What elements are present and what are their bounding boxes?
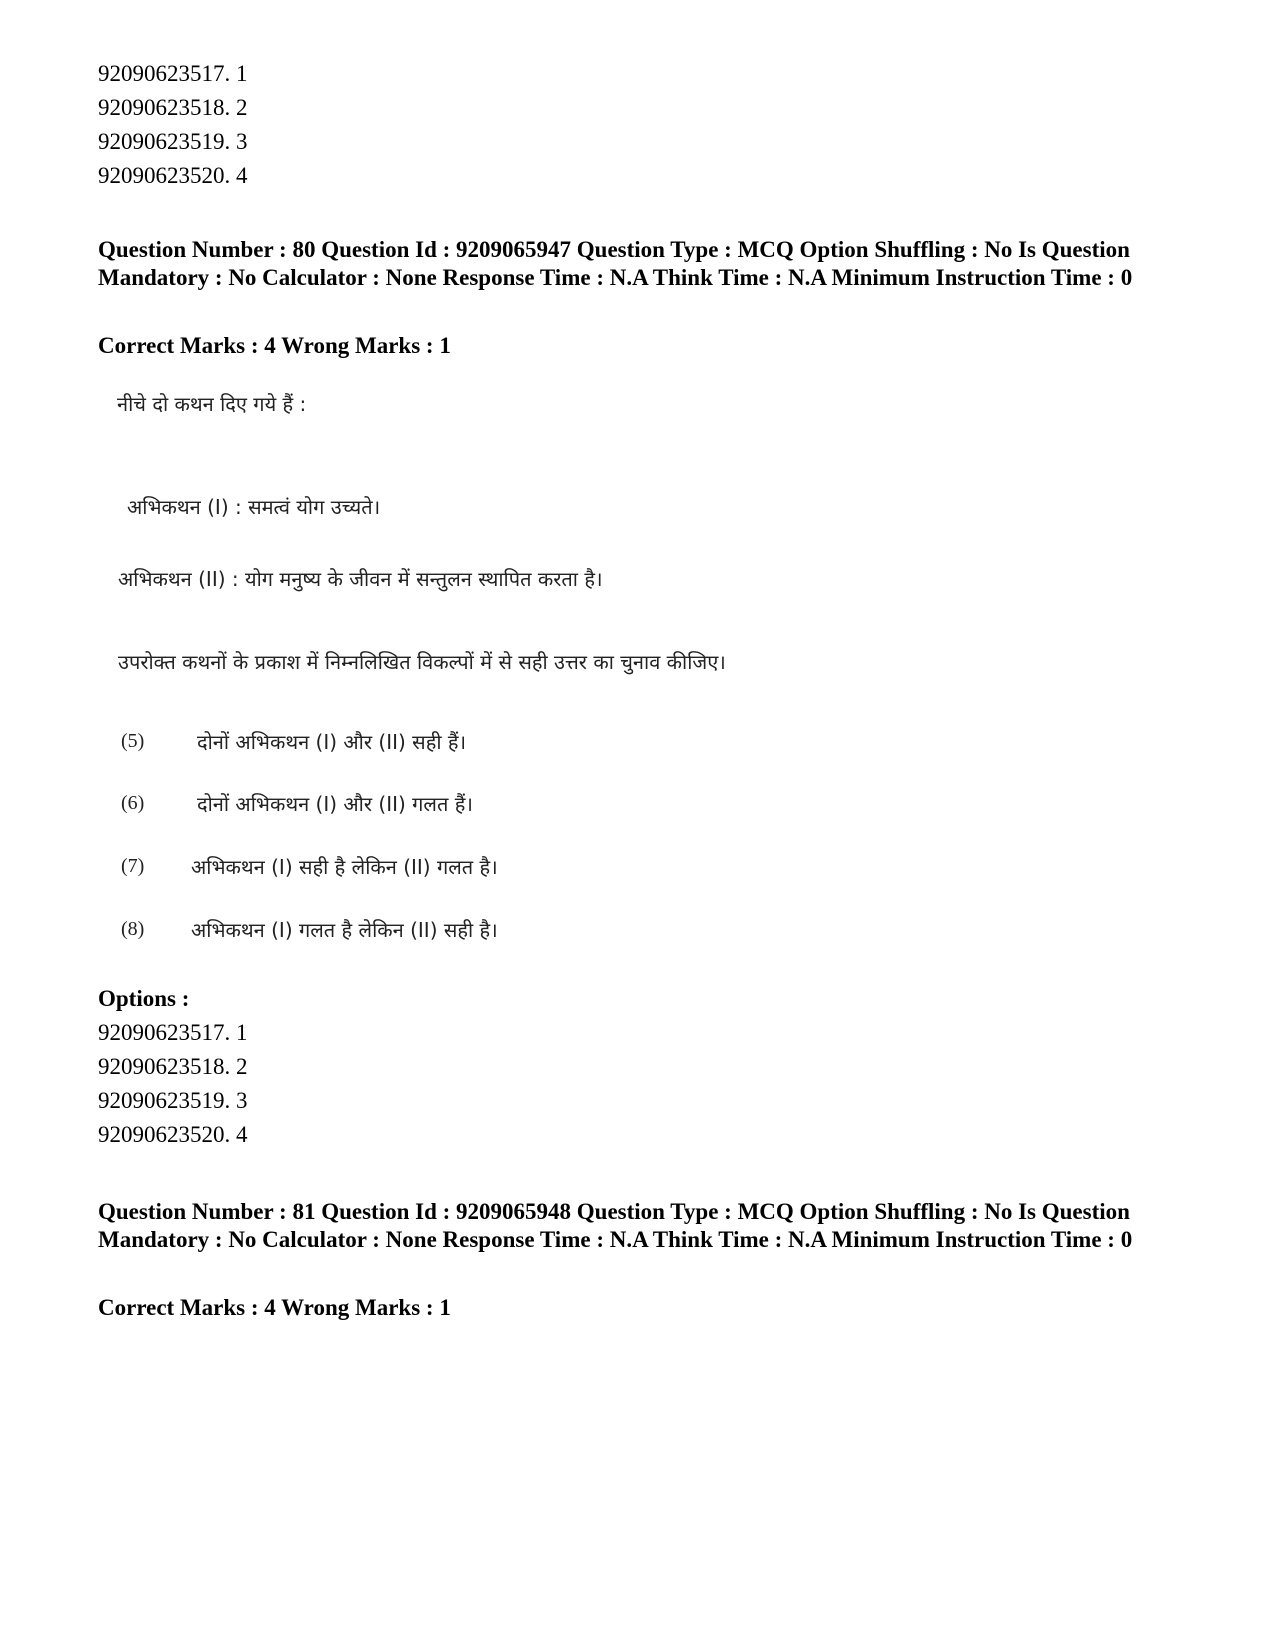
option-item: 92090623518. 2 [98,1054,248,1079]
question-81-meta: Question Number : 81 Question Id : 9209065948 Question Type : MCQ Option Shuffling : No Is Question Mandatory : No Calculator : None Response Time : N.A Think Time : N.A Minimum Instruction Time : 0 [98,1199,1133,1252]
option-item: 92090623520. 4 [98,163,248,188]
question-80-statement-1: अभिकथन (I) : समत्वं योग उच्यते। [127,495,381,519]
choice-number: (8) [121,918,145,940]
question-80-instruction: उपरोक्त कथनों के प्रकाश में निम्नलिखित विकल्पों में से सही उत्तर का चुनाव कीजिए। [118,650,726,674]
option-item: 92090623517. 1 [98,61,248,86]
option-item: 92090623519. 3 [98,129,248,154]
choice-text: दोनों अभिकथन (I) और (II) सही हैं। [197,730,467,754]
question-80-meta: Question Number : 80 Question Id : 9209065947 Question Type : MCQ Option Shuffling : No Is Question Mandatory : No Calculator : None Response Time : N.A Think Time : N.A Minimum Instruction Time : 0 [98,237,1133,290]
choice-text: दोनों अभिकथन (I) और (II) गलत हैं। [197,792,473,816]
choice-text: अभिकथन (I) गलत है लेकिन (II) सही है। [191,918,498,942]
choice-number: (6) [121,792,145,814]
question-81-marks: Correct Marks : 4 Wrong Marks : 1 [98,1295,451,1320]
question-80-options-label: Options : [98,986,190,1011]
question-80-statement-2: अभिकथन (II) : योग मनुष्य के जीवन में सन्तुलन स्थापित करता है। [118,567,603,591]
question-80-marks: Correct Marks : 4 Wrong Marks : 1 [98,333,451,358]
question-80-options-list [98,1016,248,1152]
choice-number: (7) [121,855,145,877]
option-item: 92090623519. 3 [98,1088,248,1113]
choice-number: (5) [121,730,145,752]
question-80-intro: नीचे दो कथन दिए गये हैं : [117,392,307,416]
option-item: 92090623518. 2 [98,95,248,120]
option-item: 92090623520. 4 [98,1122,248,1147]
option-item: 92090623517. 1 [98,1020,248,1045]
previous-options-list [98,57,248,193]
choice-text: अभिकथन (I) सही है लेकिन (II) गलत है। [191,855,498,879]
